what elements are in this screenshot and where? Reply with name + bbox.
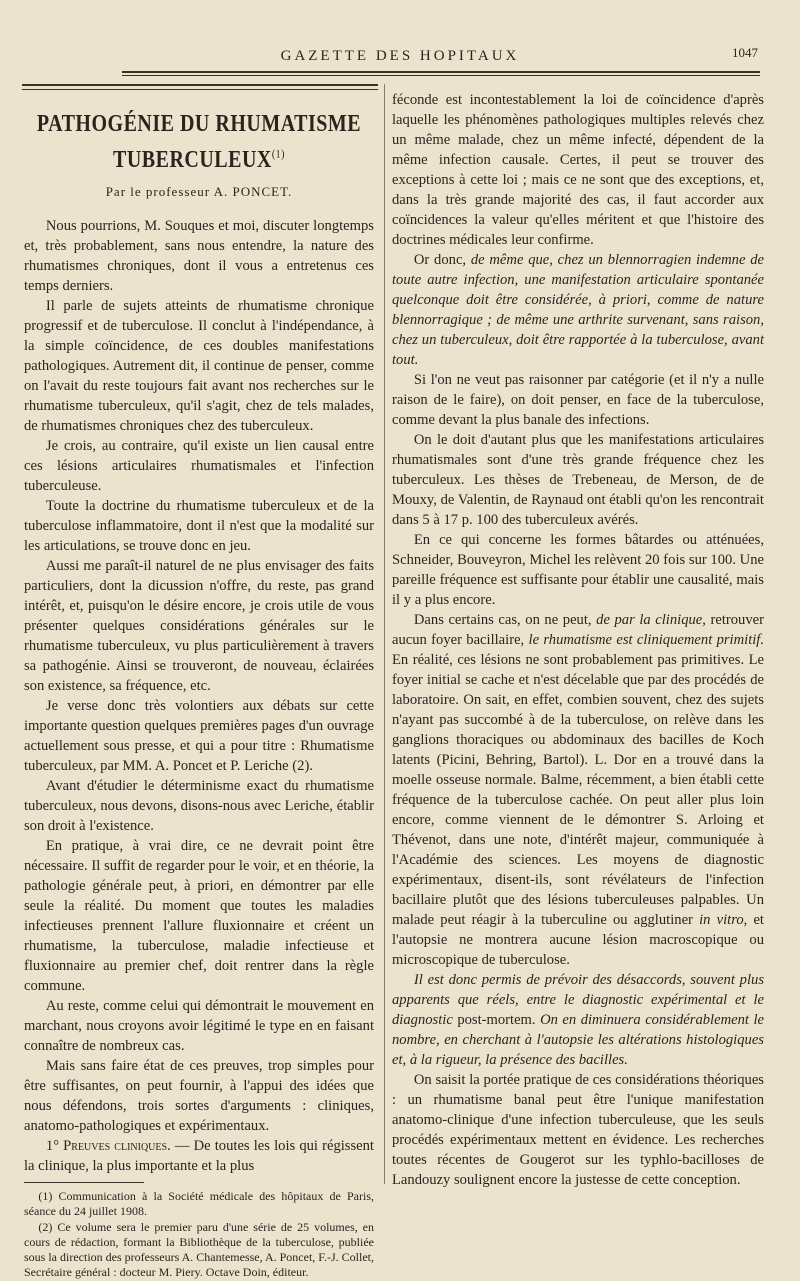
header-rule-thin [122, 75, 760, 76]
paragraph: En ce qui concerne les formes bâtardes ou atténuées, Schneider, Bouveyron, Michel les relèvent 20 fois sur 100. Une pareille fréquence est suffisante pour établir une causalité, mais il y a plus encore. [392, 532, 764, 608]
running-head: GAZETTE DES HOPITAUX [280, 48, 520, 64]
paragraph: Je verse donc très volontiers aux débats sur cette importante question quelques premières pages d'un ouvrage actuellement sous presse, et qui a pour titre : Rhumatisme tuberculeux, par MM. A. Poncet et P. Leriche (2). [24, 697, 374, 774]
paragraph: Si l'on ne veut pas raisonner par catégorie (et il n'y a nulle raison de le faire), on doit penser, en face de la tuberculose, comme devant la plus banale des infections. [392, 372, 764, 428]
paragraph: Dans certains cas, on ne peut, de par la clinique, retrouver aucun foyer bacillaire, le rhumatisme est cliniquement primitif. En réalité, ces lésions ne sont probablement pas primitives. Le foyer initial se cache et n'est décelable que par des procédés de laboratoire. On sait, en effet, combien souvent, chez des sujets n'ayant pas succombé à de la tuberculose, on relève dans les ganglions thoraciques ou abdominaux des bacilles de Koch latents (Picini, Behring, Bartol). L. Dor en a trouvé dans la moelle osseuse normale. Balme, récemment, a bien établi cette fréquence de la tuberculose cachée. On peut aller plus loin encore, comme viennent de le démontrer S. Arloing et Thévenot, dans une note, d'intérêt majeur, communiquée à l'Académie des sciences. Les moyens de diagnostic expérimentaux, disent-ils, sont révélateurs de l'infection bacillaire plutôt que des lésions tuberculeuses palpables. Un malade peut réagir à la tuberculine ou agglutiner in vitro, et l'autopsie ne montrera aucune lésion macroscopique ou microscopique de tuberculose. [392, 612, 765, 968]
paragraph: féconde est incontestablement la loi de coïncidence d'après laquelle les phénomènes pathologiques multiples relevés chez un même malade, chez un même infecté, dépendent de la même infection causale. Certes, il peut se trouver des exceptions à cette loi ; mais ce ne sont que des exceptions, et, dans la très grande majorité des cas, il faut accorder aux coïncidences la valeur qu'elles méritent et que l'histoire des doctrines médicales leur confirme. [392, 92, 764, 248]
paragraph: En pratique, à vrai dire, ce ne devrait point être nécessaire. Il suffit de regarder pour le voir, et en théorie, la pathologie générale peut, à priori, en démontrer par elle seule la réalité. Du moment que toutes les maladies infectieuses prennent l'allure fluxionnaire et créent un rhumatisme, la tuberculose, maladie infectieuse et fluxionnaire au premier chef, doit rentrer dans la règle commune. [24, 837, 374, 994]
footnotes [24, 1189, 374, 1280]
paragraph: On le doit d'autant plus que les manifestations articulaires rhumatismales sont d'une très grande fréquence chez les tuberculeux. Les thèses de Trebeneau, de Merson, de de Mouxy, de Valentin, de Raynaud ont établi qu'on les rencontrait dans 5 à 17 p. 100 des tuberculeux avérés. [392, 432, 764, 528]
paragraph: On saisit la portée pratique de ces considérations théoriques : un rhumatisme banal peut être l'unique manifestation anatomo-clinique d'une infection tuberculeuse, que les seuls procédés expérimentaux mettent en évidence. Les recherches toutes récentes de Gougerot sur les typhlo-bacilloses de Landouzy soulignent encore la justesse de cette conception. [392, 1072, 764, 1188]
title-footnote-ref: (1) [271, 148, 286, 162]
paragraph: Mais sans faire état de ces preuves, trop simples pour être suffisantes, on peut fournir, à l'appui des idées que nous défendons, trois sortes d'arguments : cliniques, anatomo-pathologiques et expérimentaux. [24, 1057, 374, 1134]
article-title: PATHOGÉNIE DU RHUMATISME TUBERCULEUX$^{(1)}$ [36, 110, 362, 173]
footnote-1: (1) Communication à la Société médicale des hôpitaux de Paris, séance du 24 juillet 1908. [24, 1188, 374, 1218]
paragraph: Aussi me paraît-il naturel de ne plus envisager des faits particuliers, dont la dicussion n'offre, du reste, pas grand intérêt, et, puisqu'on le désire encore, je crois utile de vous présenter quelques considérations générales sur le rhumatisme tuberculeux, vu plus particulièrement à travers sa pathogénie. Ainsi se trouveront, de nouveau, éclairées son existence, sa fréquence, etc. [24, 557, 374, 694]
left-column [24, 90, 374, 1281]
paragraph: Or donc, de même que, chez un blennorragien indemne de toute autre infection, une manifestation articulaire spontanée quelconque doit être considérée, à priori, comme de nature blennorragique ; de même une arthrite survenant, sans raison, chez un tuberculeux, doit être rapportée à la tuberculose, avant tout. [392, 252, 764, 368]
header-rule [122, 71, 760, 73]
page-number: 1047 [732, 45, 758, 60]
footnote-2: (2) Ce volume sera le premier paru d'une série de 25 volumes, en cours de rédaction, formant la Bibliothèque de la tuberculose, publiée sous la direction des professeurs A. Chantemesse, A. Poncet, F.-J. Collet, Secrétaire général : docteur M. Piery. Octave Doin, éditeur. [24, 1219, 374, 1279]
paragraph: Nous pourrions, M. Souques et moi, discuter longtemps et, très probablement, sans nous entendre, la nature des rhumatismes chroniques, dont il vous a entretenus ces temps derniers. [24, 217, 374, 294]
right-column [392, 90, 764, 1190]
paragraph: Avant d'étudier le déterminisme exact du rhumatisme tuberculeux, nous devons, disons-nous avec Leriche, établir son droit à l'existence. [24, 777, 374, 834]
paragraph: 1° Preuves cliniques. — De toutes les lois qui régissent la clinique, la plus importante et la plus [24, 1137, 374, 1174]
paragraph: Je crois, au contraire, qu'il existe un lien causal entre ces lésions articulaires rhumatismales et l'infection tuberculeuse. [24, 437, 374, 494]
paragraph: Toute la doctrine du rhumatisme tuberculeux et de la tuberculose inflammatoire, dont il n'est que la modalité sur les articulations, se trouve donc en jeu. [24, 497, 374, 554]
section-heading: 1° Preuves cliniques. [45, 1137, 171, 1154]
paragraph: Il est donc permis de prévoir des désaccords, souvent plus apparents que réels, entre le diagnostic expérimental et le diagnostic post-mortem. On en diminuera considérablement le nombre, en cherchant à l'autopsie les altérations histologiques et, à la rigueur, la présence des bacilles. [392, 972, 764, 1068]
byline: Par le professeur A. PONCET. [105, 183, 293, 199]
column-divider [384, 84, 385, 1184]
paragraph: Au reste, comme celui qui démontrait le mouvement en marchant, nous croyons avoir légitimé le type en en faisant connaître de nombreux cas. [24, 997, 374, 1054]
paragraph: Il parle de sujets atteints de rhumatisme chronique progressif et de tuberculose. Il conclut à l'indépendance, à la simple coïncidence, de ces doubles manifestations pathologiques. Autrement dit, il continue de penser, comme on l'avait du reste toujours fait avant nos recherches sur le rhumatisme tuberculeux, qu'il s'agit, chez de tels malades, de rhumatismes chroniques chez des tuberculeux. [24, 297, 374, 434]
footnote-rule [24, 1182, 144, 1183]
